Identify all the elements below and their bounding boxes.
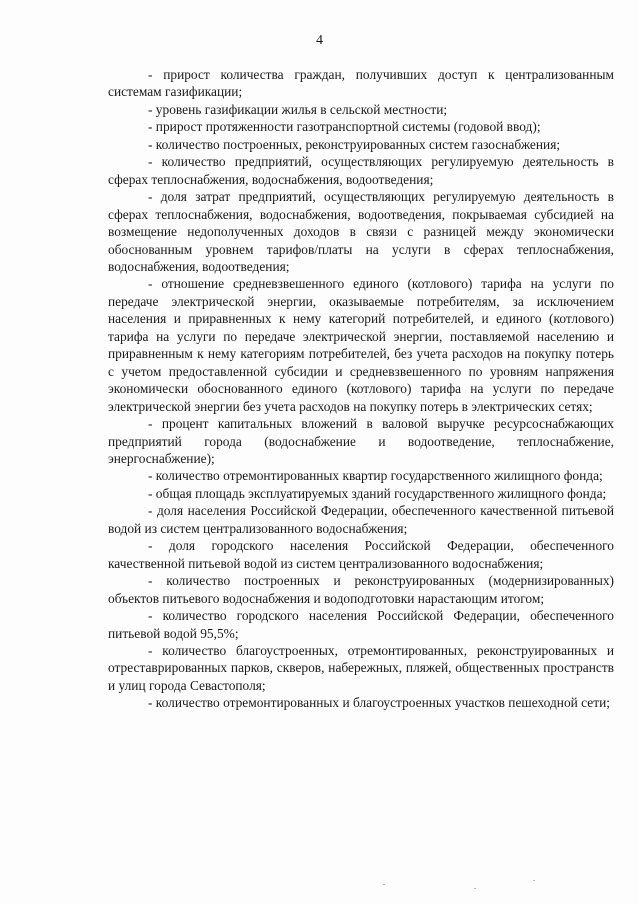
paragraph-water-facilities: - количество построенных и реконструированных (модернизированных) объектов питьевого водоснабжения и водоподготовки нарастающим итогом; bbox=[108, 573, 614, 606]
paragraph-urban-water-share: - доля городского населения Российской Федерации, обеспеченного качественной питьевой водой из систем централизованного водоснабжения; bbox=[108, 538, 614, 571]
scan-speck bbox=[533, 880, 535, 881]
document-body bbox=[108, 66, 614, 712]
paragraph-building-area: - общая площадь эксплуатируемых зданий государственного жилищного фонда; bbox=[148, 485, 607, 501]
paragraph-water-population-share: - доля населения Российской Федерации, обеспеченного качественной питьевой водой из систем централизованного водоснабжения; bbox=[108, 503, 614, 536]
scan-speck bbox=[474, 888, 476, 889]
paragraph-gas-network-length: - прирост протяженности газотранспортной системы (годовой ввод); bbox=[148, 119, 541, 135]
paragraph-subsidy-share: - доля затрат предприятий, осуществляющих регулируемую деятельность в сферах теплоснабжения, водоснабжения, водоотведения, покрываемая субсидией на возмещение недополученных доходов в связи с разницей между экономически обоснованным уровнем тарифов/платы на услуги в сферах теплоснабжения, водоснабжения, водоотведения; bbox=[108, 189, 614, 274]
page-number: 4 bbox=[316, 33, 323, 48]
paragraph-urban-water-count: - количество городского населения Российской Федерации, обеспеченного питьевой водой 95,5%; bbox=[108, 608, 614, 641]
paragraph-gasification-access: - прирост количества граждан, получивших доступ к централизованным системам газификации; bbox=[108, 67, 614, 100]
paragraph-rural-gasification: - уровень газификации жилья в сельской местности; bbox=[148, 101, 448, 117]
paragraph-gas-systems-count: - количество построенных, реконструированных систем газоснабжения; bbox=[148, 136, 561, 152]
paragraph-capital-investment: - процент капитальных вложений в валовой выручке ресурсоснабжающих предприятий города (водоснабжение и водоотведение, теплоснабжение, энергоснабжение); bbox=[108, 416, 614, 466]
paragraph-electricity-tariff-ratio: - отношение средневзвешенного единого (котлового) тарифа на услуги по передаче электрической энергии, оказываемые потребителям, за исключением населения и приравненных к нему категорий потребителей, и единого (котлового) тарифа на услуги по передаче электрической энергии, поставляемой населению и приравненным к нему категориям потребителей, без учета расходов на покупку потерь с учетом предоставленной субсидии и средневзвешенного по уровням напряжения экономически обоснованного единого (котлового) тарифа на услуги по передаче электрической энергии без учета расходов на покупку потерь в электрических сетях; bbox=[108, 276, 614, 414]
paragraph-pedestrian-network: - количество отремонтированных и благоустроенных участков пешеходной сети; bbox=[148, 695, 610, 711]
paragraph-regulated-enterprises: - количество предприятий, осуществляющих регулируемую деятельность в сферах теплоснабжения, водоснабжения, водоотведения; bbox=[108, 154, 614, 187]
paragraph-public-spaces: - количество благоустроенных, отремонтированных, реконструированных и отреставрированных парков, скверов, набережных, пляжей, общественных пространств и улиц города Севастополя; bbox=[108, 642, 614, 693]
scan-speck bbox=[383, 884, 385, 885]
paragraph-repaired-apartments: - количество отремонтированных квартир государственного жилищного фонда; bbox=[148, 468, 603, 484]
